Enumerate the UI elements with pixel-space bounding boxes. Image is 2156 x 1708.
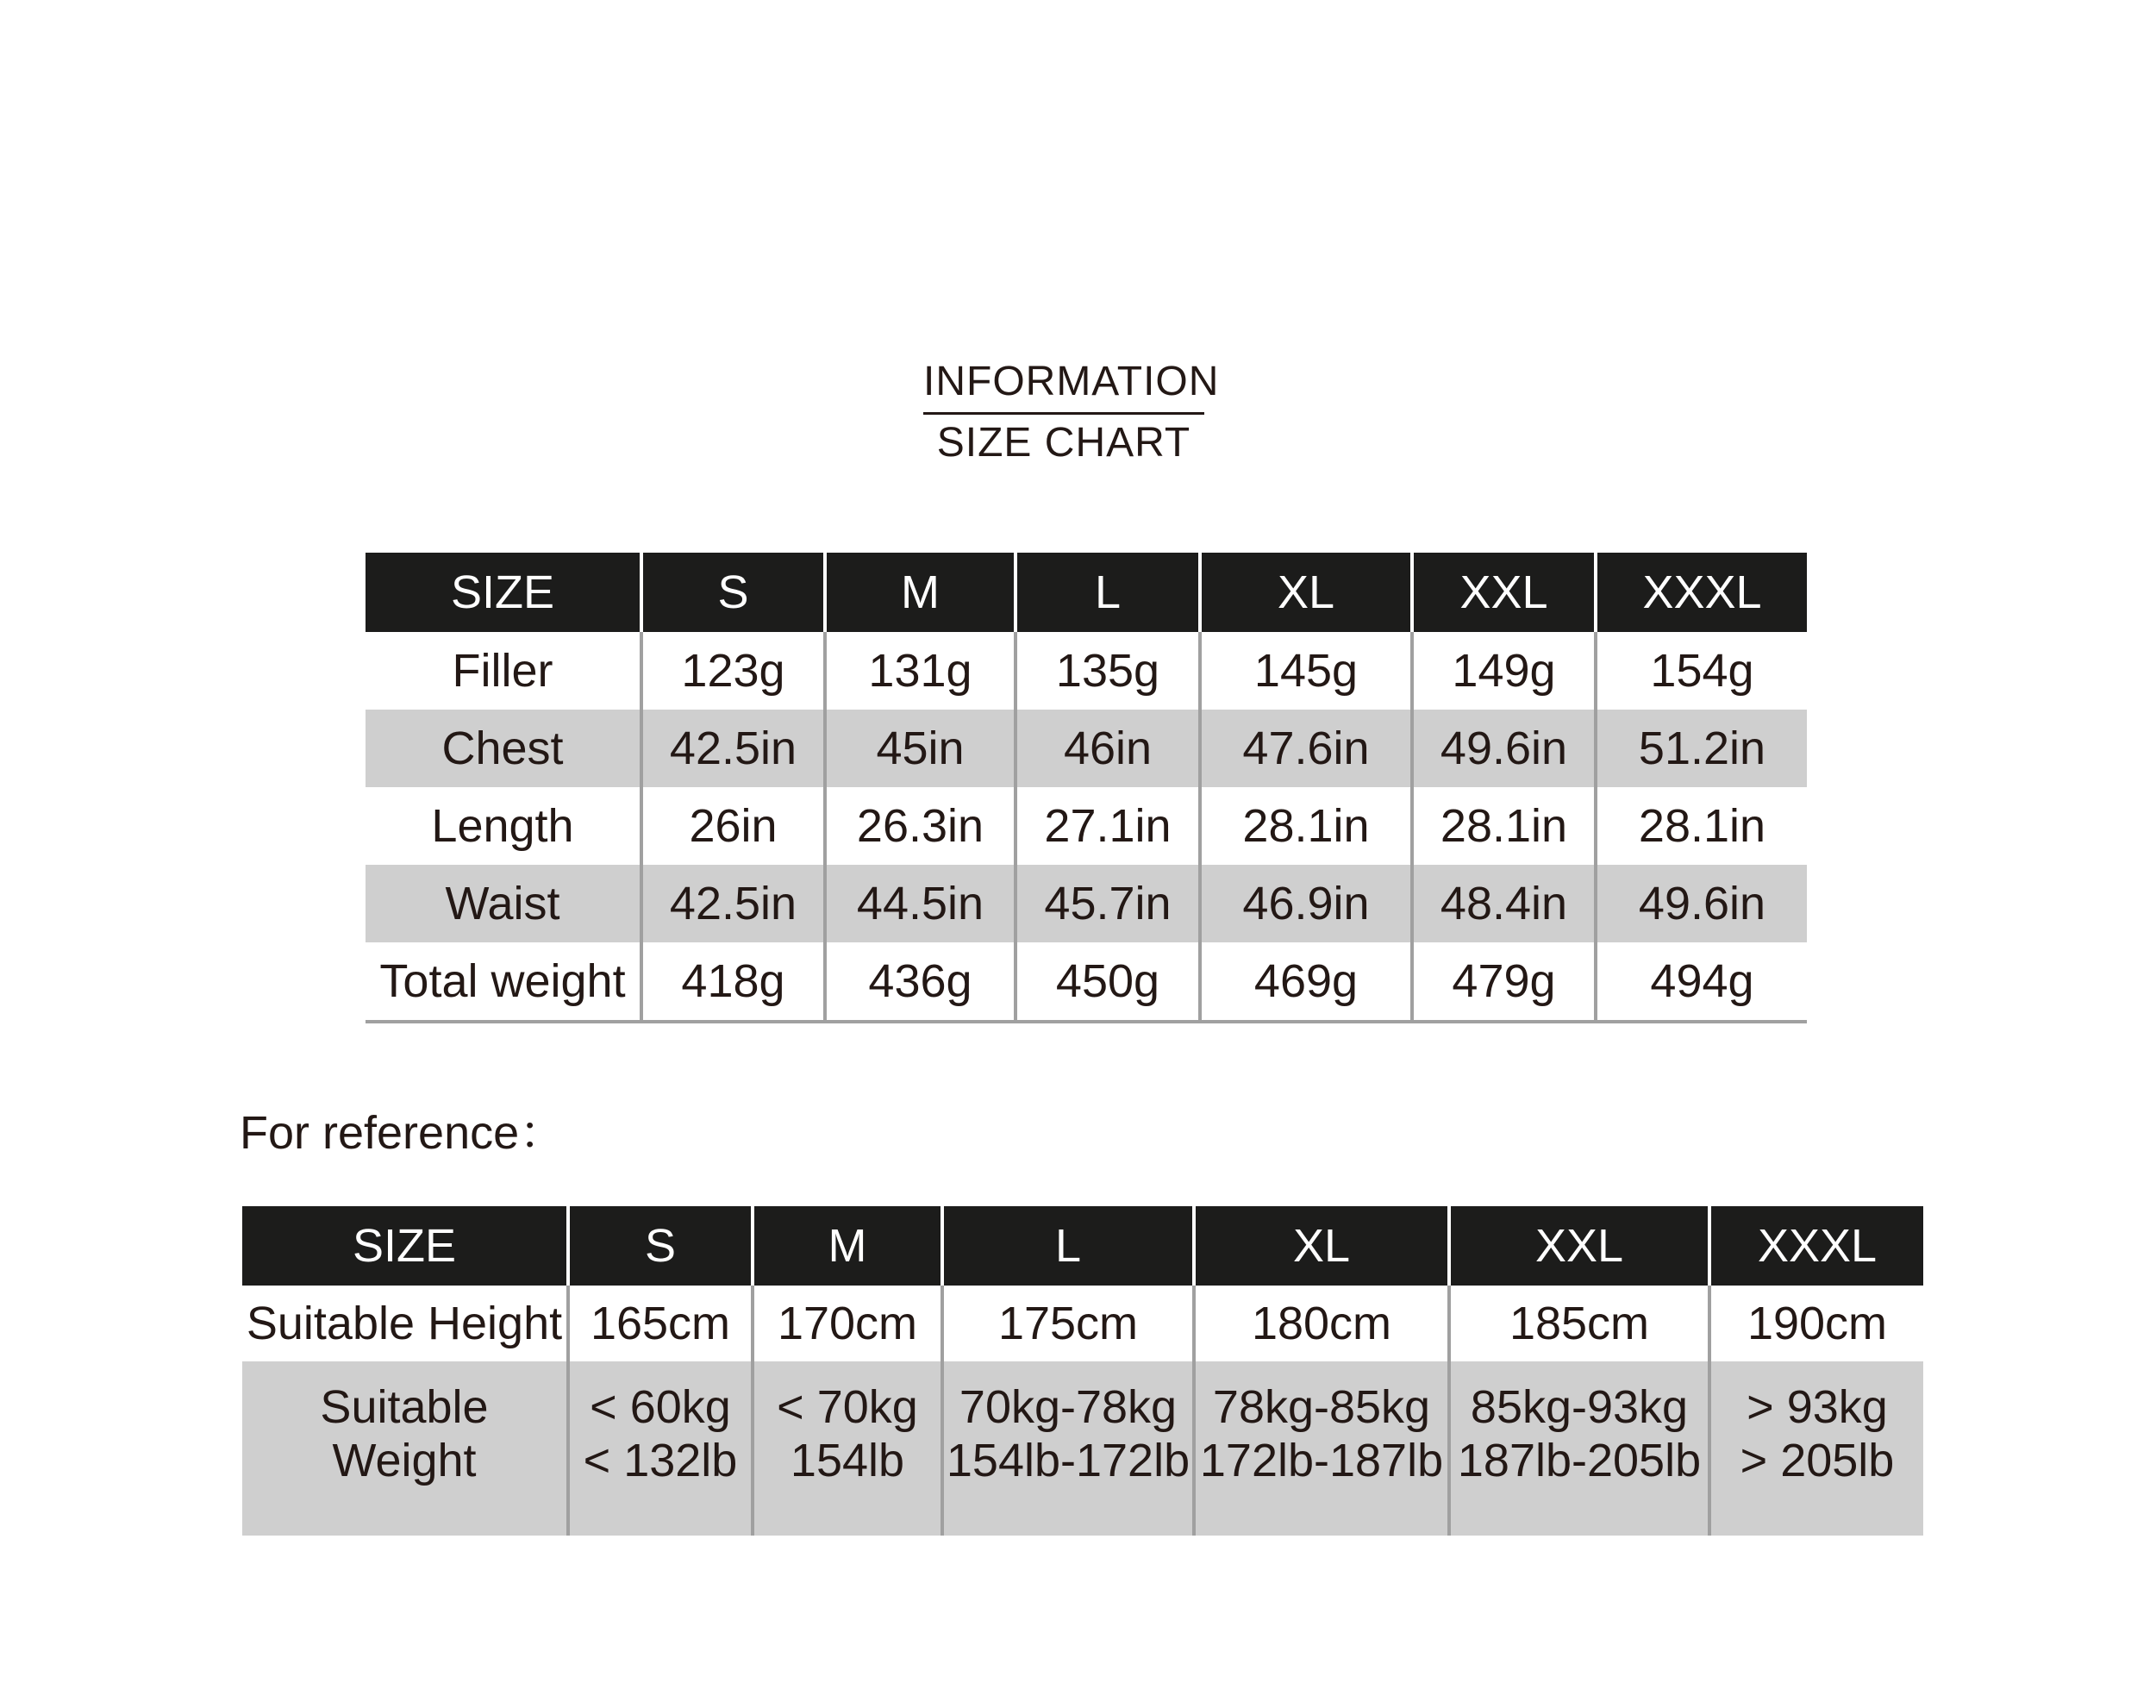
weight-lb: 154lb-172lb [946,1435,1190,1486]
table-cell: 46in [1016,710,1200,787]
table-cell: 170cm [753,1286,942,1361]
header-cell: L [1016,553,1200,632]
table-cell: 42.5in [641,710,825,787]
reference-label: For reference： [240,1107,566,1159]
table-cell: 123g [641,632,825,710]
header-cell: SIZE [242,1206,568,1286]
table-cell: 28.1in [1412,787,1596,865]
header-cell: M [825,553,1016,632]
reference-header-row [242,1206,1923,1286]
table-cell: 135g [1016,632,1200,710]
table-cell: 51.2in [1596,710,1807,787]
table-cell [1709,1361,1923,1536]
reference-table [242,1206,1923,1536]
table-cell: 479g [1412,942,1596,1022]
heading-information: INFORMATION [923,355,1204,415]
row-label: Chest [366,710,641,787]
table-cell: 418g [641,942,825,1022]
header-cell: XXXL [1709,1206,1923,1286]
size-chart-header-row [366,553,1807,632]
size-chart-table [366,553,1807,1023]
table-cell: 450g [1016,942,1200,1022]
table-cell [1194,1361,1449,1536]
table-cell: 42.5in [641,865,825,942]
table-cell: 26.3in [825,787,1016,865]
table-cell [942,1361,1194,1536]
table-cell: 175cm [942,1286,1194,1361]
weight-kg: 70kg-78kg [959,1381,1178,1433]
table-cell: 44.5in [825,865,1016,942]
table-cell: 180cm [1194,1286,1449,1361]
header-cell: S [568,1206,753,1286]
header-cell: XL [1194,1206,1449,1286]
table-cell [568,1361,753,1536]
table-cell: 45in [825,710,1016,787]
weight-lb: 172lb-187lb [1199,1435,1444,1486]
weight-lb: < 132lb [583,1435,738,1486]
table-cell: 45.7in [1016,865,1200,942]
table-cell: 48.4in [1412,865,1596,942]
header-cell: XXL [1412,553,1596,632]
table-cell: 165cm [568,1286,753,1361]
table-cell [753,1361,942,1536]
table-row [366,942,1807,1022]
table-cell: 190cm [1709,1286,1923,1361]
table-cell: 26in [641,787,825,865]
table-row [366,865,1807,942]
weight-kg: 85kg-93kg [1470,1381,1689,1433]
weight-kg: 78kg-85kg [1212,1381,1431,1433]
row-label: Total weight [366,942,641,1022]
table-cell: 436g [825,942,1016,1022]
table-cell: 46.9in [1200,865,1412,942]
weight-lb: 154lb [790,1435,905,1486]
header-cell: L [942,1206,1194,1286]
table-cell: 49.6in [1412,710,1596,787]
weight-kg: > 93kg [1747,1381,1888,1433]
table-cell: 49.6in [1596,865,1807,942]
table-row [366,632,1807,710]
header-cell: SIZE [366,553,641,632]
table-cell: 131g [825,632,1016,710]
weight-kg: < 70kg [777,1381,918,1433]
table-cell: 28.1in [1596,787,1807,865]
table-cell: 154g [1596,632,1807,710]
table-cell: 28.1in [1200,787,1412,865]
table-cell: 185cm [1449,1286,1709,1361]
page-heading [923,355,1220,470]
table-row [242,1361,1923,1536]
weight-lb: 187lb-205lb [1457,1435,1702,1486]
table-cell: 47.6in [1200,710,1412,787]
heading-size-chart: SIZE CHART [936,420,1191,466]
weight-kg: < 60kg [590,1381,731,1433]
table-row [366,710,1807,787]
row-label: Length [431,800,574,852]
row-label: Filler [452,645,553,697]
header-cell: XXL [1449,1206,1709,1286]
row-label: Waist [366,865,641,942]
table-cell: 145g [1200,632,1412,710]
table-row [366,787,1807,865]
table-cell: 494g [1596,942,1807,1022]
row-label: Suitable Weight [242,1361,568,1536]
header-cell: XL [1200,553,1412,632]
table-cell [1449,1361,1709,1536]
header-cell: XXXL [1596,553,1807,632]
header-cell: M [753,1206,942,1286]
table-cell: 27.1in [1016,787,1200,865]
table-cell: 149g [1412,632,1596,710]
table-row [242,1286,1923,1361]
header-cell: S [641,553,825,632]
table-cell: 469g [1200,942,1412,1022]
weight-lb: > 205lb [1740,1435,1895,1486]
row-label: Suitable Height [246,1298,563,1349]
